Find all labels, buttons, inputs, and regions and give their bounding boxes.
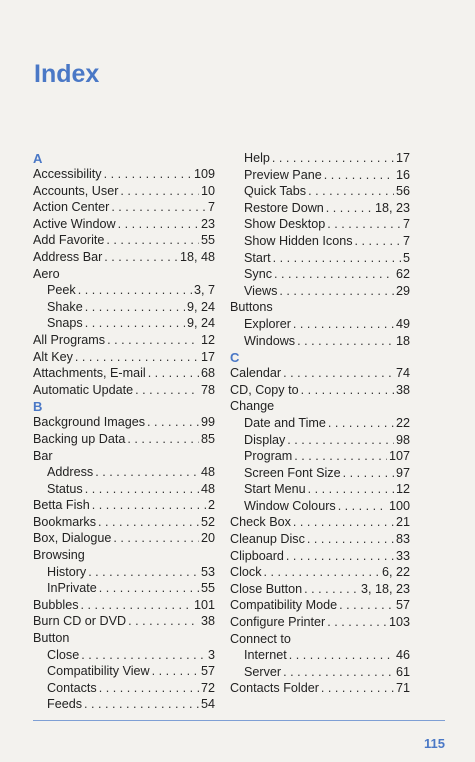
- entry-page: 57: [200, 664, 215, 679]
- entry-page: 9, 24: [186, 299, 215, 314]
- entry-term: Contacts Folder: [230, 681, 319, 696]
- entry-page: 3, 18, 23: [360, 581, 410, 596]
- index-entry: [33, 166, 215, 183]
- index-entry: [33, 530, 215, 547]
- entry-term: Address: [47, 465, 94, 480]
- index-subentry: [230, 333, 410, 350]
- index-heading: [230, 398, 410, 415]
- entry-term: Shake: [47, 299, 83, 314]
- index-heading: [33, 448, 215, 465]
- entry-term: Explorer: [244, 316, 291, 331]
- leader-dots: [283, 365, 394, 382]
- entry-page: 71: [395, 681, 410, 696]
- index-subentry: [33, 647, 215, 664]
- index-subentry: [230, 233, 410, 250]
- index-heading: [230, 631, 410, 648]
- leader-dots: [113, 530, 199, 547]
- index-entry: [33, 249, 215, 266]
- leader-dots: [127, 431, 199, 448]
- entry-term: Change: [230, 399, 275, 414]
- entry-term: Attachments, E-mail: [33, 366, 146, 381]
- index-entry: [230, 564, 410, 581]
- index-heading: [33, 630, 215, 647]
- entry-term: Start Menu: [244, 482, 306, 497]
- entry-term: Help: [244, 151, 270, 165]
- index-entry: [230, 597, 410, 614]
- entry-page: 74: [395, 366, 410, 381]
- leader-dots: [106, 232, 199, 249]
- leader-dots: [85, 315, 185, 332]
- index-subentry: [230, 481, 410, 498]
- index-entry: [230, 548, 410, 565]
- entry-term: Peek: [47, 283, 76, 298]
- leader-dots: [274, 266, 394, 283]
- entry-term: Burn CD or DVD: [33, 614, 127, 629]
- index-entry: [33, 183, 215, 200]
- entry-term: Compatibility Mode: [230, 598, 338, 613]
- entry-page: 48: [200, 465, 215, 480]
- entry-term: All Programs: [33, 332, 106, 347]
- index-subentry: [33, 315, 215, 332]
- leader-dots: [308, 183, 394, 200]
- entry-term: Window Colours: [244, 498, 336, 513]
- index-subentry: [230, 415, 410, 432]
- section-letter: C: [230, 350, 240, 366]
- leader-dots: [294, 448, 387, 465]
- entry-term: Check Box: [230, 515, 291, 530]
- entry-page: 61: [395, 664, 410, 679]
- entry-term: Aero: [33, 266, 60, 281]
- entry-page: 78: [200, 382, 215, 397]
- index-subentry: [230, 647, 410, 664]
- index-heading: [33, 266, 215, 283]
- entry-term: Calendar: [230, 366, 282, 381]
- leader-dots: [88, 564, 199, 581]
- entry-term: Background Images: [33, 415, 146, 430]
- entry-term: Accessibility: [33, 167, 102, 181]
- entry-term: Cleanup Disc: [230, 532, 305, 547]
- leader-dots: [283, 664, 394, 681]
- leader-dots: [272, 150, 394, 167]
- entry-page: 12: [395, 482, 410, 497]
- leader-dots: [85, 481, 199, 498]
- entry-page: 100: [388, 498, 410, 513]
- index-entry: [33, 597, 215, 614]
- entry-term: Feeds: [47, 697, 83, 712]
- leader-dots: [286, 548, 394, 565]
- leader-dots: [301, 382, 394, 399]
- index-entry: [230, 531, 410, 548]
- entry-page: 9, 24: [186, 316, 215, 331]
- entry-page: 52: [200, 514, 215, 529]
- entry-page: 54: [200, 697, 215, 712]
- leader-dots: [98, 514, 199, 531]
- leader-dots: [307, 531, 394, 548]
- leader-dots: [152, 663, 199, 680]
- index-subentry: [33, 299, 215, 316]
- index-subentry: [33, 564, 215, 581]
- page-title: Index: [34, 60, 100, 88]
- entry-page: 97: [395, 465, 410, 480]
- entry-term: Quick Tabs: [244, 184, 307, 199]
- leader-dots: [328, 415, 394, 432]
- index-subentry: [230, 167, 410, 184]
- entry-term: Button: [33, 631, 70, 646]
- entry-term: Status: [47, 481, 83, 496]
- entry-term: Server: [244, 664, 282, 679]
- entry-page: 20: [200, 531, 215, 546]
- index-subentry: [230, 432, 410, 449]
- entry-term: Show Hidden Icons: [244, 233, 353, 248]
- entry-page: 103: [388, 615, 410, 630]
- leader-dots: [287, 432, 394, 449]
- leader-dots: [297, 333, 394, 350]
- entry-term: Alt Key: [33, 349, 73, 364]
- index-subentry: [230, 664, 410, 681]
- index-entry: [230, 365, 410, 382]
- entry-page: 46: [395, 648, 410, 663]
- entry-page: 33: [395, 548, 410, 563]
- entry-term: Address Bar: [33, 249, 103, 264]
- entry-term: Clipboard: [230, 548, 284, 563]
- entry-term: Bookmarks: [33, 514, 96, 529]
- leader-dots: [104, 249, 178, 266]
- index-entry: [33, 365, 215, 382]
- index-subentry: [230, 250, 410, 267]
- leader-dots: [99, 680, 199, 697]
- entry-page: 7: [402, 233, 410, 248]
- leader-dots: [273, 250, 401, 267]
- leader-dots: [324, 167, 394, 184]
- leader-dots: [111, 199, 206, 216]
- index-subentry: [33, 282, 215, 299]
- index-subentry: [230, 200, 410, 217]
- entry-term: Restore Down: [244, 200, 324, 215]
- index-entry: [33, 216, 215, 233]
- index-column-right: [230, 150, 410, 697]
- leader-dots: [338, 498, 387, 515]
- index-subentry: [33, 680, 215, 697]
- index-entry: [33, 514, 215, 531]
- entry-page: 55: [200, 233, 215, 248]
- leader-dots: [75, 349, 199, 366]
- entry-page: 48: [200, 481, 215, 496]
- index-subentry: [230, 150, 410, 167]
- index-subentry: [33, 464, 215, 481]
- index-heading: [230, 299, 410, 316]
- index-subentry: [230, 266, 410, 283]
- leader-dots: [118, 216, 199, 233]
- leader-dots: [327, 216, 401, 233]
- leader-dots: [85, 299, 185, 316]
- entry-page: 18, 23: [374, 200, 410, 215]
- entry-term: Internet: [244, 648, 287, 663]
- index-entry: [33, 232, 215, 249]
- entry-term: Action Center: [33, 200, 110, 215]
- entry-term: History: [47, 564, 87, 579]
- index-subentry: [230, 316, 410, 333]
- entry-term: InPrivate: [47, 581, 97, 596]
- leader-dots: [99, 580, 199, 597]
- entry-page: 101: [193, 597, 215, 612]
- entry-term: Browsing: [33, 548, 85, 563]
- entry-page: 16: [395, 167, 410, 182]
- entry-term: Connect to: [230, 631, 291, 646]
- leader-dots: [148, 365, 199, 382]
- entry-page: 49: [395, 316, 410, 331]
- leader-dots: [308, 481, 394, 498]
- entry-term: Screen Font Size: [244, 465, 341, 480]
- leader-dots: [279, 283, 394, 300]
- section-letter: B: [33, 399, 43, 415]
- entry-term: Contacts: [47, 680, 97, 695]
- index-subentry: [33, 696, 215, 713]
- entry-term: Add Favorite: [33, 233, 105, 248]
- entry-page: 2: [207, 498, 215, 513]
- entry-page: 17: [200, 349, 215, 364]
- entry-term: Display: [244, 432, 286, 447]
- entry-page: 5: [402, 250, 410, 265]
- entry-page: 109: [193, 167, 215, 181]
- entry-page: 38: [200, 614, 215, 629]
- entry-term: Compatibility View: [47, 664, 150, 679]
- entry-page: 85: [200, 431, 215, 446]
- entry-page: 62: [395, 267, 410, 282]
- entry-page: 83: [395, 532, 410, 547]
- entry-term: Bar: [33, 448, 53, 463]
- index-entry: [33, 431, 215, 448]
- index-entry: [230, 514, 410, 531]
- index-subentry: [230, 216, 410, 233]
- entry-page: 3: [207, 647, 215, 662]
- entry-page: 22: [395, 415, 410, 430]
- entry-page: 57: [395, 598, 410, 613]
- entry-term: Automatic Update: [33, 382, 134, 397]
- entry-page: 21: [395, 515, 410, 530]
- leader-dots: [104, 166, 192, 183]
- entry-page: 68: [200, 366, 215, 381]
- entry-term: Show Desktop: [244, 217, 326, 232]
- index-heading: [33, 547, 215, 564]
- leader-dots: [321, 680, 394, 697]
- entry-term: Views: [244, 283, 278, 298]
- entry-page: 18, 48: [179, 249, 215, 264]
- index-entry: [33, 332, 215, 349]
- leader-dots: [78, 282, 192, 299]
- leader-dots: [120, 183, 199, 200]
- leader-dots: [107, 332, 199, 349]
- entry-term: Program: [244, 449, 293, 464]
- index-entry: [33, 613, 215, 630]
- index-entry: [33, 414, 215, 431]
- index-subentry: [33, 580, 215, 597]
- entry-page: 72: [200, 680, 215, 695]
- entry-page: 17: [395, 151, 410, 165]
- entry-term: Preview Pane: [244, 167, 322, 182]
- leader-dots: [339, 597, 394, 614]
- leader-dots: [135, 382, 199, 399]
- index-subentry: [230, 448, 410, 465]
- leader-dots: [95, 464, 199, 481]
- leader-dots: [327, 614, 387, 631]
- entry-term: Snaps: [47, 316, 83, 331]
- entry-term: Start: [244, 250, 271, 265]
- index-entry: [230, 680, 410, 697]
- entry-page: 10: [200, 183, 215, 198]
- page-number: 115: [424, 736, 445, 751]
- entry-term: Clock: [230, 565, 262, 580]
- entry-term: Accounts, User: [33, 183, 119, 198]
- leader-dots: [147, 414, 199, 431]
- entry-term: Close: [47, 647, 80, 662]
- leader-dots: [293, 316, 394, 333]
- entry-term: Active Window: [33, 216, 116, 231]
- leader-dots: [355, 233, 401, 250]
- leader-dots: [293, 514, 394, 531]
- entry-page: 56: [395, 184, 410, 199]
- entry-page: 18: [395, 333, 410, 348]
- leader-dots: [81, 647, 206, 664]
- entry-page: 53: [200, 564, 215, 579]
- leader-dots: [81, 597, 192, 614]
- entry-page: 3, 7: [193, 283, 215, 298]
- entry-term: Box, Dialogue: [33, 531, 112, 546]
- entry-page: 6, 22: [381, 565, 410, 580]
- leader-dots: [264, 564, 380, 581]
- index-entry: [33, 497, 215, 514]
- entry-page: 12: [200, 332, 215, 347]
- entry-term: Buttons: [230, 300, 273, 315]
- leader-dots: [92, 497, 206, 514]
- index-subentry: [33, 663, 215, 680]
- index-entry: [230, 614, 410, 631]
- index-entry: [33, 382, 215, 399]
- entry-term: Backing up Data: [33, 431, 126, 446]
- index-subentry: [33, 481, 215, 498]
- entry-term: Close Button: [230, 581, 303, 596]
- entry-page: 38: [395, 382, 410, 397]
- entry-term: Betta Fish: [33, 498, 90, 513]
- index-subentry: [230, 183, 410, 200]
- footer-rule: [33, 720, 445, 721]
- entry-page: 99: [200, 415, 215, 430]
- leader-dots: [289, 647, 394, 664]
- entry-page: 29: [395, 283, 410, 298]
- index-column-left: [33, 150, 215, 713]
- index-entry: [33, 349, 215, 366]
- index-subentry: [230, 498, 410, 515]
- entry-term: Configure Printer: [230, 615, 326, 630]
- entry-page: 7: [402, 217, 410, 232]
- leader-dots: [304, 581, 359, 598]
- index-entry: [33, 199, 215, 216]
- entry-term: Sync: [244, 267, 272, 282]
- entry-page: 55: [200, 581, 215, 596]
- index-subentry: [230, 283, 410, 300]
- entry-page: 23: [200, 216, 215, 231]
- entry-page: 98: [395, 432, 410, 447]
- index-subentry: [230, 465, 410, 482]
- leader-dots: [128, 613, 199, 630]
- leader-dots: [343, 465, 394, 482]
- entry-page: 7: [207, 200, 215, 215]
- index-entry: [230, 382, 410, 399]
- entry-term: Date and Time: [244, 415, 326, 430]
- section-letter: A: [33, 151, 43, 166]
- leader-dots: [326, 200, 373, 217]
- leader-dots: [84, 696, 199, 713]
- entry-term: Bubbles: [33, 597, 79, 612]
- entry-page: 107: [388, 449, 410, 464]
- entry-term: Windows: [244, 333, 296, 348]
- entry-term: CD, Copy to: [230, 382, 299, 397]
- index-entry: [230, 581, 410, 598]
